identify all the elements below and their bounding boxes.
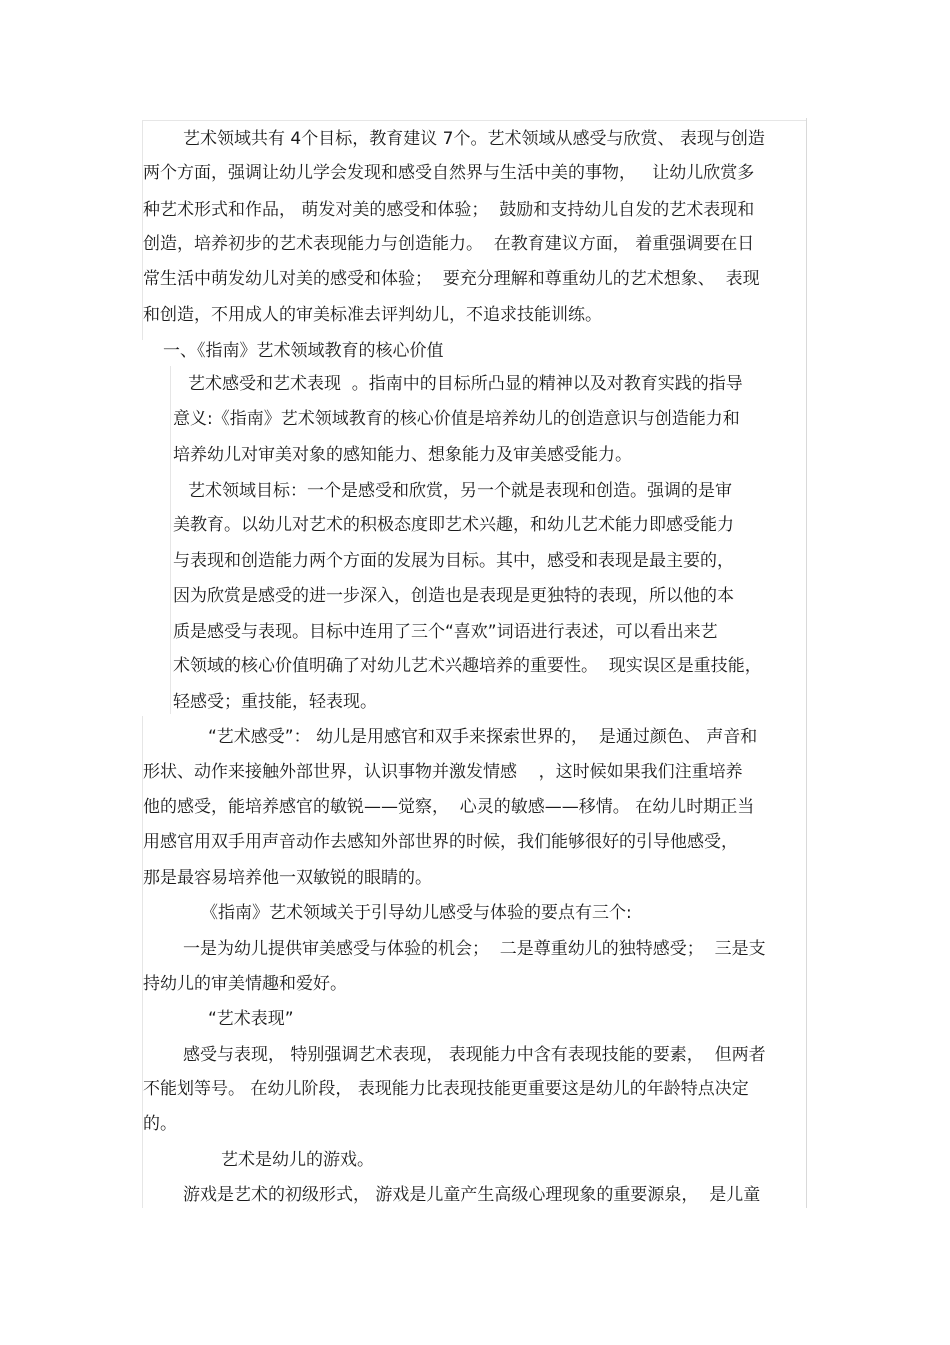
paragraph-line: 不能划等号。 在幼儿阶段， 表现能力比表现技能更重要这是幼儿的年龄特点决定 [143, 1079, 749, 1099]
paragraph-line: 他的感受，能培养感官的敏锐——觉察， 心灵的敏感——移情。 在幼儿时期正当 [143, 797, 755, 817]
paragraph-line: 轻感受；重技能，轻表现。 [173, 692, 377, 712]
paragraph-line: 艺术领域目标：一个是感受和欣赏，另一个就是表现和创造。强调的是审 [188, 481, 732, 501]
paragraph-line: 形状、动作来接触外部世界，认识事物并激发情感 ，这时候如果我们注重培养 [143, 762, 743, 782]
paragraph-line: 常生活中萌发幼儿对美的感受和体验； 要充分理解和尊重幼儿的艺术想象、 表现 [143, 269, 760, 289]
section-heading: 一、《指南》艺术领域教育的核心价值 [163, 341, 444, 361]
paragraph-line: 美教育。以幼儿对艺术的积极态度即艺术兴趣，和幼儿艺术能力即感受能力 [173, 515, 734, 535]
paragraph-line: 持幼儿的审美情趣和爱好。 [143, 974, 347, 994]
paragraph-line: 培养幼儿对审美对象的感知能力、想象能力及审美感受能力。 [173, 445, 632, 465]
paragraph-line: 感受与表现， 特别强调艺术表现， 表现能力中含有表现技能的要素， 但两者 [183, 1045, 766, 1065]
paragraph-line: 艺术感受和艺术表现 。指南中的目标所凸显的精神以及对教育实践的指导 [188, 374, 743, 394]
paragraph-line: 《指南》艺术领域关于引导幼儿感受与体验的要点有三个: [201, 903, 632, 923]
paragraph-line: 因为欣赏是感受的进一步深入，创造也是表现是更独特的表现，所以他的本 [173, 586, 734, 606]
margin-rule-right [806, 118, 807, 1208]
paragraph-line: 质是感受与表现。目标中连用了三个“喜欢”词语进行表述，可以看出来艺 [173, 622, 718, 642]
paragraph-line: 意义:《指南》艺术领域教育的核心价值是培养幼儿的创造意识与创造能力和 [173, 409, 740, 429]
paragraph-line: 与表现和创造能力两个方面的发展为目标。其中，感受和表现是最主要的， [173, 551, 734, 571]
sub-heading: 艺术是幼儿的游戏。 [221, 1150, 374, 1170]
paragraph-line: 一是为幼儿提供审美感受与体验的机会； 二是尊重幼儿的独特感受； 三是支 [183, 939, 766, 959]
sub-heading: “艺术表现” [208, 1009, 294, 1029]
paragraph-line: 艺术领域共有 4个目标，教育建议 7个。艺术领域从感受与欣赏、 表现与创造 [183, 129, 765, 149]
paragraph-line: 创造，培养初步的艺术表现能力与创造能力。 在教育建议方面， 着重强调要在日 [143, 234, 755, 254]
margin-rule-top [142, 120, 806, 121]
paragraph-line: 游戏是艺术的初级形式， 游戏是儿童产生高级心理现象的重要源泉， 是儿童 [183, 1185, 761, 1205]
paragraph-line: 用感官用双手用声音动作去感知外部世界的时候，我们能够很好的引导他感受， [143, 832, 738, 852]
paragraph-line: 种艺术形式和作品， 萌发对美的感受和体验； 鼓励和支持幼儿自发的艺术表现和 [143, 200, 755, 220]
paragraph-line: 和创造，不用成人的审美标准去评判幼儿，不追求技能训练。 [143, 305, 602, 325]
paragraph-line: 的。 [143, 1114, 177, 1134]
paragraph-line: 两个方面，强调让幼儿学会发现和感受自然界与生活中美的事物， 让幼儿欣赏多 [143, 163, 755, 183]
margin-rule-left-indent [170, 366, 171, 714]
paragraph-line: 术领域的核心价值明确了对幼儿艺术兴趣培养的重要性。 现实误区是重技能， [173, 656, 762, 676]
margin-rule-left-bottom [142, 716, 143, 1208]
paragraph-line: 那是最容易培养他一双敏锐的眼睛的。 [143, 868, 432, 888]
paragraph-line: “艺术感受”： 幼儿是用感官和双手来探索世界的， 是通过颜色、 声音和 [208, 727, 758, 747]
